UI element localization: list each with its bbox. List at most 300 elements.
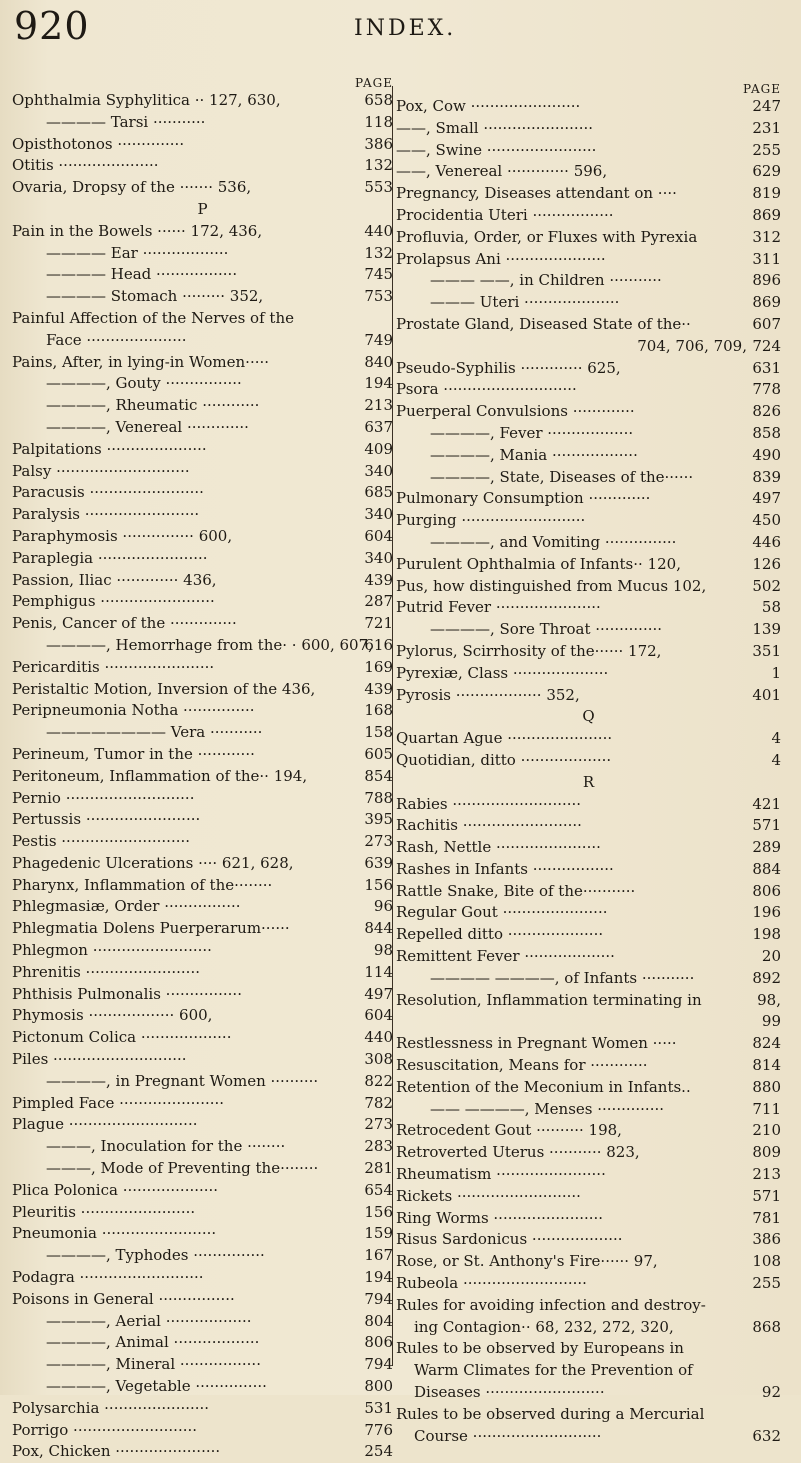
entry-term: Phymosis ·················· 600, (12, 1006, 213, 1025)
entry-page-ref: 806 (364, 1333, 393, 1352)
index-entry (396, 1077, 781, 1099)
entry-term: ———— Tarsi ··········· (46, 112, 206, 131)
entry-page-ref: 844 (364, 919, 393, 938)
entry-page-ref: 409 (364, 439, 393, 458)
entry-page-ref: 159 (364, 1224, 393, 1243)
entry-page-ref: 685 (364, 483, 393, 502)
entry-page-ref: 273 (364, 832, 393, 851)
index-entry (396, 902, 781, 924)
index-entry (396, 205, 781, 227)
entry-page-ref: 711 (752, 1099, 781, 1118)
index-entry (12, 875, 393, 897)
entry-page-ref: 312 (752, 227, 781, 246)
entry-page-ref: 213 (364, 396, 393, 415)
entry-term: Pains, After, in lying-in Women····· (12, 352, 270, 371)
index-entry (396, 1055, 781, 1077)
entry-term: Pleuritis ························ (12, 1202, 196, 1221)
index-entry (396, 118, 781, 140)
entry-page-ref: 839 (752, 467, 781, 486)
entry-page-ref: 749 (364, 330, 393, 349)
entry-term: Pus, how distinguished from Mucus 102, (396, 576, 707, 595)
entry-term: Rattle Snake, Bite of the··········· (396, 881, 636, 900)
entry-term: Perineum, Tumor in the ············ (12, 744, 255, 763)
index-entry (396, 1317, 781, 1339)
entry-term: Pulmonary Consumption ············· (396, 489, 651, 508)
entry-page-ref: 395 (364, 810, 393, 829)
index-entry (12, 918, 393, 940)
entry-page-ref: 607 (752, 314, 781, 333)
entry-term: Ring Worms ······················· (396, 1208, 604, 1227)
index-entry (396, 292, 781, 314)
entry-page-ref: 96 (373, 897, 393, 916)
entry-page-ref: 800 (364, 1377, 393, 1396)
index-entry (12, 1441, 393, 1463)
entry-page-ref: 98 (373, 941, 393, 960)
entry-term: Phlegmon ························· (12, 941, 212, 960)
index-entry (396, 1186, 781, 1208)
entry-page-ref: 311 (752, 249, 781, 268)
index-entry (12, 831, 393, 853)
entry-term: ————, Aerial ·················· (46, 1311, 252, 1330)
index-entry (12, 112, 393, 134)
entry-term: ——, Small ······················· (396, 118, 594, 137)
entry-page-ref: 781 (752, 1208, 781, 1227)
index-entry (12, 482, 393, 504)
index-entry (396, 728, 781, 750)
index-entry (12, 134, 393, 156)
index-entry (12, 766, 393, 788)
index-entry (396, 1208, 781, 1230)
index-entry (12, 177, 393, 199)
entry-page-ref: 20 (761, 947, 781, 966)
index-entry (396, 510, 781, 532)
index-entry (396, 183, 781, 205)
index-entry (12, 635, 393, 657)
index-entry (12, 1005, 393, 1027)
index-entry (12, 1049, 393, 1071)
entry-page-ref: 745 (364, 265, 393, 284)
entry-term: Pylorus, Scirrhosity of the······ 172, (396, 641, 662, 660)
entry-term: ————, and Vomiting ··············· (430, 532, 677, 551)
entry-page-ref: 858 (752, 423, 781, 442)
entry-page-ref: 778 (752, 380, 781, 399)
entry-term: Restlessness in Pregnant Women ····· (396, 1034, 677, 1053)
entry-term: ———————— Vera ··········· (46, 723, 263, 742)
index-entry (396, 1273, 781, 1295)
entry-page-ref: 571 (752, 1186, 781, 1205)
entry-page-ref: 210 (752, 1121, 781, 1140)
entry-page-ref: 58 (761, 598, 781, 617)
index-entry (396, 597, 781, 619)
index-entry (12, 395, 393, 417)
entry-term: Plague ··························· (12, 1115, 198, 1134)
entry-term: Rickets ·························· (396, 1186, 581, 1205)
entry-term: Rules to be observed by Europeans in (396, 1339, 684, 1358)
entry-term: Pyrosis ·················· 352, (396, 685, 580, 704)
entry-term: P (197, 199, 208, 218)
index-entry (396, 314, 781, 336)
entry-page-ref: 629 (752, 162, 781, 181)
entry-term: ————, in Pregnant Women ·········· (46, 1071, 319, 1090)
entry-page-ref: 631 (752, 358, 781, 377)
index-entry (396, 946, 781, 968)
entry-page-ref: 490 (752, 445, 781, 464)
entry-term: ——, Venereal ············· 596, (396, 162, 608, 181)
index-entry (12, 788, 393, 810)
entry-term: Paraphymosis ··············· 600, (12, 526, 233, 545)
index-entry (12, 853, 393, 875)
entry-term: ————, Sore Throat ·············· (430, 620, 663, 639)
entry-term: Face ····················· (46, 330, 187, 349)
entry-term: ————, Gouty ················ (46, 374, 242, 393)
entry-term: ————, Animal ·················· (46, 1333, 260, 1352)
entry-page-ref: 632 (752, 1426, 781, 1445)
index-entry (12, 962, 393, 984)
entry-page-ref: 198 (752, 925, 781, 944)
running-head: INDEX. (354, 16, 457, 41)
entry-page-ref: 553 (364, 178, 393, 197)
index-entry (396, 445, 781, 467)
index-entry (12, 1245, 393, 1267)
entry-page-ref: 118 (364, 112, 393, 131)
index-entry (396, 750, 781, 772)
page-column-label: PAGE (743, 82, 781, 96)
entry-page-ref: 169 (364, 657, 393, 676)
entry-term: Phthisis Pulmonalis ················ (12, 984, 242, 1003)
entry-page-ref: 247 (752, 97, 781, 115)
entry-page-ref: 168 (364, 701, 393, 720)
index-entry (12, 352, 393, 374)
entry-term: Opisthotonos ·············· (12, 134, 185, 153)
index-entry (12, 940, 393, 962)
section-letter (396, 772, 781, 794)
entry-term: Pimpled Face ······················ (12, 1093, 225, 1112)
index-entry (396, 1120, 781, 1142)
index-entry (12, 1114, 393, 1136)
entry-term: Rabies ··························· (396, 794, 582, 813)
entry-page-ref: 788 (364, 788, 393, 807)
entry-term: Painful Affection of the Nerves of the (12, 308, 294, 327)
index-entry (396, 1142, 781, 1164)
index-entry (396, 1338, 781, 1360)
index-entry (396, 837, 781, 859)
entry-term: ———, Inoculation for the ········ (46, 1137, 286, 1156)
index-entry (396, 576, 781, 598)
entry-page-ref: 892 (752, 968, 781, 987)
entry-term: Prostate Gland, Diseased State of the·· (396, 314, 691, 333)
entry-term: Puerperal Convulsions ············· (396, 402, 635, 421)
entry-term: Purging ·························· (396, 511, 586, 530)
entry-term: Otitis ····················· (12, 156, 159, 175)
index-entry (396, 685, 781, 707)
entry-page-ref: 724 (752, 336, 781, 355)
index-entry (12, 417, 393, 439)
index-entry (12, 657, 393, 679)
entry-page-ref: 114 (364, 962, 393, 981)
entry-term: Profluvia, Order, or Fluxes with Pyrexia (396, 227, 698, 246)
index-entry (396, 1382, 781, 1404)
index-entry (396, 1251, 781, 1273)
entry-term: Purulent Ophthalmia of Infants·· 120, (396, 554, 681, 573)
entry-term: Pox, Cow ······················· (396, 97, 581, 115)
index-column-right (396, 76, 781, 1447)
index-entry (12, 526, 393, 548)
entry-term: Passion, Iliac ············· 436, (12, 570, 217, 589)
entry-term: Pertussis ························ (12, 810, 201, 829)
entry-page-ref: 721 (364, 614, 393, 633)
index-entry (12, 461, 393, 483)
entry-term: Paracusis ························ (12, 483, 204, 502)
entry-page-ref: 439 (364, 570, 393, 589)
index-entry (12, 984, 393, 1006)
entry-term: Phlegmasiæ, Order ················ (12, 897, 241, 916)
entry-term: Regular Gout ······················ (396, 903, 608, 922)
entry-page-ref: 194 (364, 374, 393, 393)
entry-term: Pregnancy, Diseases attendant on ···· (396, 184, 677, 203)
entry-term: Prolapsus Ani ····················· (396, 249, 606, 268)
index-entry (12, 264, 393, 286)
index-entry (396, 1164, 781, 1186)
entry-term: ———— Ear ·················· (46, 243, 229, 262)
entry-page-ref: 782 (364, 1093, 393, 1112)
entry-page-ref: 880 (752, 1077, 781, 1096)
entry-page-ref: 804 (364, 1311, 393, 1330)
entry-term: Pericarditis ······················· (12, 657, 215, 676)
index-entry (12, 548, 393, 570)
entry-term: ———, Mode of Preventing the········ (46, 1159, 319, 1178)
entry-page-ref: 440 (364, 221, 393, 240)
index-entry (12, 1202, 393, 1224)
entry-term: Rheumatism ······················· (396, 1165, 606, 1184)
entry-term: Paralysis ························ (12, 505, 200, 524)
entry-page-ref: 604 (364, 1006, 393, 1025)
entry-term: —— ————, Menses ·············· (430, 1099, 664, 1118)
index-entry (396, 1426, 781, 1448)
index-entry (12, 330, 393, 352)
index-entry (12, 1136, 393, 1158)
index-entry (396, 990, 781, 1012)
index-entry (396, 1229, 781, 1251)
entry-term: Phrenitis ························ (12, 962, 200, 981)
entry-term: Quotidian, ditto ··················· (396, 750, 612, 769)
entry-page-ref: 139 (752, 620, 781, 639)
index-entry (396, 532, 781, 554)
entry-term: Palpitations ····················· (12, 439, 207, 458)
entry-page-ref: 4 (771, 729, 781, 748)
index-entry (396, 794, 781, 816)
index-entry (12, 1267, 393, 1289)
index-entry (12, 1398, 393, 1420)
entry-page-ref: 126 (752, 554, 781, 573)
entry-term: Paraplegia ······················· (12, 548, 208, 567)
index-entry (396, 1295, 781, 1317)
entry-page-ref: 884 (752, 859, 781, 878)
entry-page-ref: 98, (757, 990, 781, 1009)
index-entry (12, 308, 393, 330)
index-entry (12, 744, 393, 766)
entry-term: ing Contagion·· 68, 232, 272, 320, (414, 1317, 674, 1336)
index-entry (396, 619, 781, 641)
entry-term: Retention of the Meconium in Infants.. (396, 1077, 691, 1096)
entry-page-ref: 255 (752, 1274, 781, 1293)
entry-page-ref: 254 (364, 1442, 393, 1461)
entry-term: Rubeola ·························· (396, 1274, 587, 1293)
entry-page-ref: 654 (364, 1180, 393, 1199)
entry-term: Q (582, 707, 595, 726)
index-entry (12, 1158, 393, 1180)
entry-term: Remittent Fever ··················· (396, 947, 615, 966)
index-entry (396, 358, 781, 380)
index-entry (12, 1420, 393, 1442)
entry-term: ———— ————, of Infants ··········· (430, 968, 695, 987)
entry-term: Phlegmatia Dolens Puerperarum······ (12, 919, 290, 938)
entry-page-ref: 604 (364, 526, 393, 545)
index-entry (12, 809, 393, 831)
index-entry (12, 700, 393, 722)
entry-term: Risus Sardonicus ··················· (396, 1230, 623, 1249)
index-entry (396, 663, 781, 685)
entry-term: ————, Mania ·················· (430, 445, 638, 464)
entry-page-ref: 439 (364, 679, 393, 698)
entry-term: Rash, Nettle ······················ (396, 838, 601, 857)
page-number: 920 (14, 4, 90, 48)
entry-term: ——— Uteri ···················· (430, 293, 620, 312)
index-entry (12, 1289, 393, 1311)
index-entry (396, 336, 781, 358)
index-entry (12, 1027, 393, 1049)
entry-page-ref: 497 (752, 489, 781, 508)
entry-term: Diseases ························· (414, 1383, 605, 1402)
entry-page-ref: 440 (364, 1028, 393, 1047)
entry-term: Pharynx, Inflammation of the········ (12, 875, 273, 894)
entry-term: Rose, or St. Anthony's Fire······ 97, (396, 1252, 658, 1271)
entry-term: Rules to be observed during a Mercurial (396, 1404, 705, 1423)
index-entry (12, 1180, 393, 1202)
entry-page-ref: 401 (752, 685, 781, 704)
index-entry (396, 1099, 781, 1121)
index-entry (12, 570, 393, 592)
index-entry (396, 1033, 781, 1055)
entry-page-ref: 231 (752, 118, 781, 137)
entry-page-ref: 386 (752, 1230, 781, 1249)
index-entry (396, 1011, 781, 1033)
entry-term: Rashes in Infants ················· (396, 859, 614, 878)
index-entry (12, 90, 393, 112)
entry-page-ref: 132 (364, 156, 393, 175)
entry-term: Pernio ··························· (12, 788, 195, 807)
entry-term: Peripneumonia Notha ··············· (12, 701, 255, 720)
entry-term: Pestis ··························· (12, 832, 191, 851)
entry-term: Warm Climates for the Prevention of (414, 1361, 693, 1380)
entry-page-ref: 753 (364, 287, 393, 306)
index-entry (396, 881, 781, 903)
index-entry (12, 1332, 393, 1354)
entry-term: Resuscitation, Means for ············ (396, 1056, 648, 1075)
entry-page-ref: 814 (752, 1056, 781, 1075)
entry-page-ref: 854 (364, 766, 393, 785)
entry-term: ————, Rheumatic ············ (46, 396, 260, 415)
entry-page-ref: 658 (364, 91, 393, 109)
entry-term: Retroverted Uterus ··········· 823, (396, 1143, 640, 1162)
entry-term: ————, Mineral ················· (46, 1355, 261, 1374)
entry-term: Porrigo ·························· (12, 1420, 198, 1439)
section-letter (12, 199, 393, 221)
entry-term: ———— Stomach ········· 352, (46, 287, 264, 306)
entry-term: R (582, 772, 595, 791)
entry-term: Putrid Fever ······················ (396, 598, 601, 617)
entry-term: Procidentia Uteri ················· (396, 205, 614, 224)
entry-page-ref: 806 (752, 881, 781, 900)
entry-term: Pemphigus ························ (12, 592, 215, 611)
entry-page-ref: 386 (364, 134, 393, 153)
entry-term: Peristaltic Motion, Inversion of the 436, (12, 679, 316, 698)
entry-term: Plica Polonica ···················· (12, 1180, 219, 1199)
entry-page-ref: 289 (752, 838, 781, 857)
entry-page-ref: 194 (364, 1268, 393, 1287)
index-entry (396, 249, 781, 271)
entry-page-ref: 868 (752, 1317, 781, 1336)
entry-page-ref: 281 (364, 1159, 393, 1178)
entry-page-ref: 421 (752, 794, 781, 813)
entry-page-ref: 819 (752, 184, 781, 203)
page-column-label: PAGE (355, 76, 393, 90)
index-entry (12, 722, 393, 744)
index-entry (396, 96, 781, 118)
index-entry (12, 243, 393, 265)
entry-page-ref: 351 (752, 641, 781, 660)
index-entry (12, 896, 393, 918)
entry-term: ————, Venereal ············· (46, 417, 249, 436)
entry-term: Podagra ·························· (12, 1268, 204, 1287)
entry-page-ref: 446 (752, 532, 781, 551)
index-entry (396, 924, 781, 946)
entry-page-ref: 809 (752, 1143, 781, 1162)
entry-page-ref: 869 (752, 205, 781, 224)
index-entry (396, 1404, 781, 1426)
index-entry (12, 155, 393, 177)
entry-term: ———— Head ················· (46, 265, 238, 284)
entry-page-ref: 637 (364, 417, 393, 436)
entry-page-ref: 794 (364, 1355, 393, 1374)
entry-term: Quartan Ague ······················ (396, 729, 613, 748)
index-entry (12, 591, 393, 613)
entry-page-ref: 283 (364, 1137, 393, 1156)
entry-term: Retrocedent Gout ·········· 198, (396, 1121, 622, 1140)
entry-term: Penis, Cancer of the ·············· (12, 614, 237, 633)
index-entry (12, 679, 393, 701)
entry-page-ref: 639 (364, 853, 393, 872)
index-entry (12, 613, 393, 635)
index-entry (396, 423, 781, 445)
entry-page-ref: 255 (752, 140, 781, 159)
entry-term: Rachitis ························· (396, 816, 582, 835)
entry-term: Palsy ···························· (12, 461, 190, 480)
entry-page-ref: 502 (752, 576, 781, 595)
index-entry (396, 815, 781, 837)
entry-term: Ovaria, Dropsy of the ······· 536, (12, 178, 252, 197)
index-entry (12, 286, 393, 308)
index-entry (396, 554, 781, 576)
index-entry (396, 968, 781, 990)
entry-page-ref: 213 (752, 1165, 781, 1184)
entry-term: Poisons in General ················ (12, 1289, 235, 1308)
entry-page-ref: 531 (364, 1398, 393, 1417)
entry-page-ref: 99 (761, 1012, 781, 1031)
entry-list (12, 90, 393, 1463)
entry-page-ref: 4 (771, 750, 781, 769)
entry-page-ref: 340 (364, 548, 393, 567)
entry-term: ————, Vegetable ··············· (46, 1377, 267, 1396)
